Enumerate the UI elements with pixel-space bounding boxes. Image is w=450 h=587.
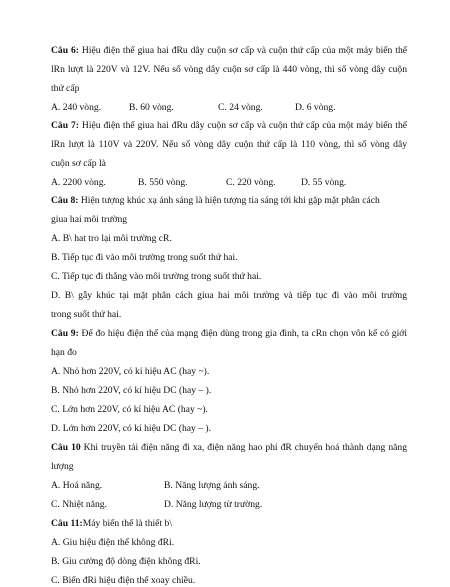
q9-option-d: D. Lớn hơn 220V, có kí hiệu DC (hay – ). (51, 423, 211, 434)
q10-line-1: Câu 10 Khi truyền tải điện năng đi xa, điện năng hao phí đR chuyển hoá thành dạng năng (51, 442, 407, 453)
q8-line-2: giua hai môi trường (51, 214, 128, 225)
q8-option-b: B. Tiếp tục đi vào môi trường trong suốt thứ hai. (51, 252, 238, 263)
q9-line-1: Câu 9: Để đo hiệu điện thế của mạng điện dùng trong gia đình, ta cRn chọn vôn kế có giới (51, 328, 408, 339)
q6-label: Câu 6: (51, 45, 79, 56)
q10-option-a: A. Hoá năng. (51, 480, 103, 491)
q10-option-d: D. Năng lượng từ trường. (164, 499, 263, 510)
q6-option-b: B. 60 vòng. (129, 102, 174, 113)
q9-option-a: A. Nhỏ hơn 220V, có kí hiệu AC (hay ~). (51, 366, 210, 377)
q9-line-2: hạn đo (51, 347, 77, 358)
q7-option-b: B. 550 vòng. (138, 177, 188, 188)
q7-line-1: Câu 7: Hiệu điện thế giua hai đRu dây cuộn sơ cấp và cuộn thứ cấp của một máy biến thế (51, 120, 407, 131)
q6-line-3: thứ cấp (51, 83, 80, 94)
q8-line-1: Câu 8: Hiện tượng khúc xạ ánh sáng là hiện tượng tia sáng tới khi gặp mặt phân cách (51, 195, 380, 206)
q10-label: Câu 10 (51, 442, 81, 453)
q8-label: Câu 8: (51, 195, 79, 206)
q10-line-2: lượng (51, 461, 74, 472)
q8-option-d-cont: trong suốt thứ hai. (51, 309, 122, 320)
q11-line-1: Câu 11:Máy biến thế là thiết b\ (51, 518, 172, 529)
q11-option-c: C. Biến đRi hiệu điện thế xoay chiều. (51, 575, 196, 586)
q8-option-d: D. B\ gẫy khúc tại mặt phân cách giua hai môi trường và tiếp tục đi vào môi trường (51, 290, 407, 301)
q7-line-2: lRn lượt là 110V và 220V. Nếu số vòng dây cuộn thứ cấp là 110 vòng, thì số vòng dây (51, 139, 407, 150)
q10-option-b: B. Năng lượng ánh sáng. (164, 480, 260, 491)
q8-option-a: A. B\ hat tro lại môi trường cR. (51, 233, 172, 244)
q9-option-b: B. Nhỏ hơn 220V, có kí hiệu DC (hay – ). (51, 385, 212, 396)
q6-line-1: Câu 6: Hiệu điện thế giua hai đRu dây cuộn sơ cấp và cuộn thứ cấp của một máy biến thế (51, 45, 407, 56)
q6-line-2: lRn lượt là 220V và 12V. Nếu số vòng dây cuộn sơ cấp là 440 vòng, thì số vòng dây cuộn (51, 64, 407, 75)
q7-option-d: D. 55 vòng. (301, 177, 347, 188)
q8-option-c: C. Tiếp tục đi thẳng vào môi trường trong suốt thứ hai. (51, 271, 262, 282)
q6-option-d: D. 6 vòng. (295, 102, 336, 113)
q11-option-b: B. Giu cường độ dòng điện không đRi. (51, 556, 201, 567)
q6-option-c: C. 24 vòng. (218, 102, 263, 113)
q6-option-a: A. 240 vòng. (51, 102, 102, 113)
q9-option-c: C. Lớn hơn 220V, có kí hiệu AC (hay ~). (51, 404, 208, 415)
q11-label: Câu 11: (51, 518, 83, 529)
q9-label: Câu 9: (51, 328, 79, 339)
q10-option-c: C. Nhiệt năng. (51, 499, 107, 510)
q11-option-a: A. Giu hiệu điện thế không đRi. (51, 537, 175, 548)
q7-label: Câu 7: (51, 120, 79, 131)
q7-line-3: cuộn sơ cấp là (51, 158, 106, 169)
q7-option-c: C. 220 vòng. (226, 177, 276, 188)
q7-option-a: A. 2200 vòng. (51, 177, 106, 188)
